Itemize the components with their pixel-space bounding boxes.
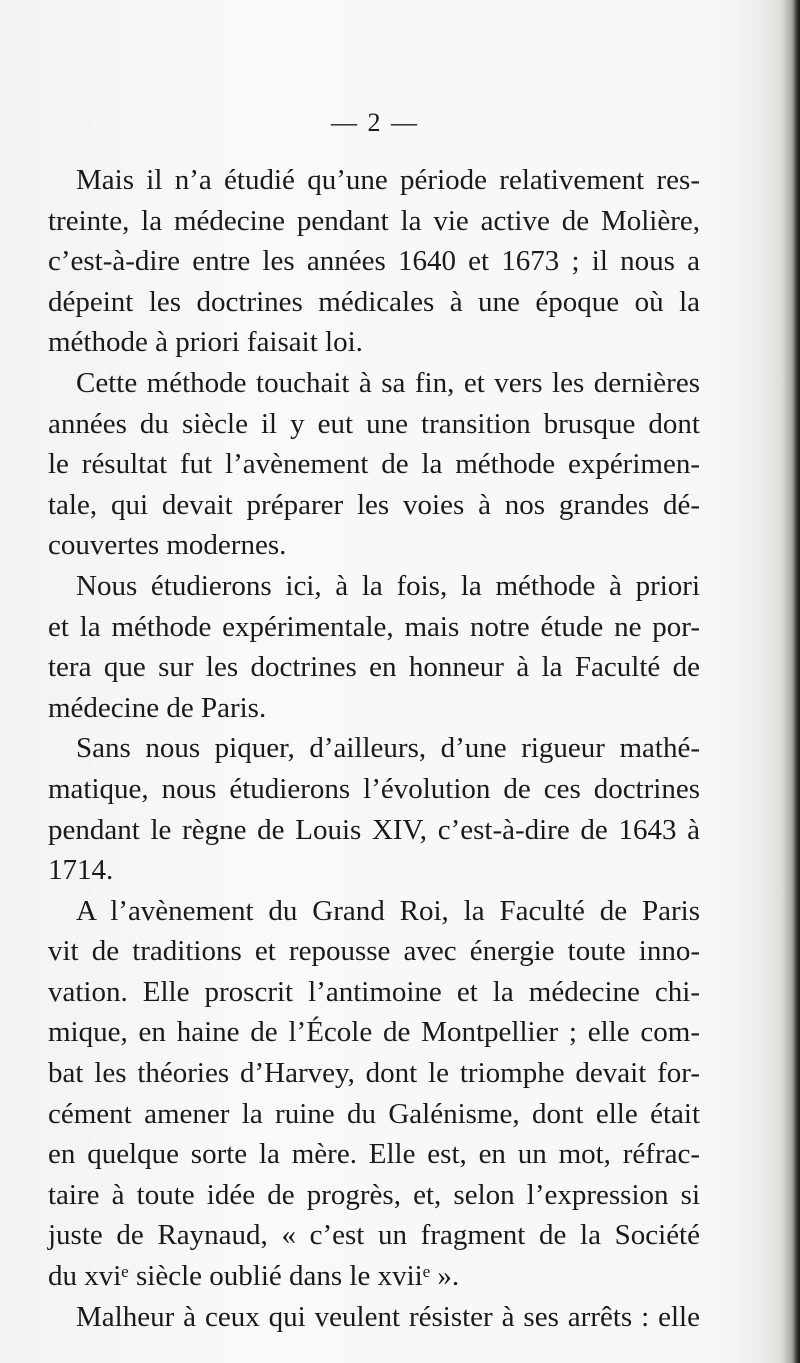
text-line: Mais il n’a étudié qu’une période relativement res- bbox=[76, 164, 700, 196]
text-line: treinte, la médecine pendant la vie active de Molière, bbox=[48, 204, 700, 237]
text-line: 1714. bbox=[48, 854, 114, 887]
text-line: Nous étudierons ici, à la fois, la méthode à priori bbox=[76, 569, 700, 602]
text-line: couvertes modernes. bbox=[48, 529, 287, 562]
text-line: Malheur à ceux qui veulent résister à ses arrêts : elle bbox=[76, 1300, 700, 1333]
text-line: juste de Raynaud, « c’est un fragment de la Société bbox=[48, 1219, 700, 1252]
text-line: cément amener la ruine du Galénisme, dont elle était bbox=[48, 1097, 700, 1130]
text-line: médecine de Paris. bbox=[48, 691, 267, 724]
text-line: et la méthode expérimentale, mais notre étude ne por- bbox=[48, 610, 700, 643]
text-line: A l’avènement du Grand Roi, la Faculté de Paris bbox=[76, 894, 700, 927]
body-text bbox=[48, 160, 700, 1337]
text-line: bat les théories d’Harvey, dont le triomphe devait for- bbox=[48, 1057, 700, 1090]
text-line: Sans nous piquer, d’ailleurs, d’une rigueur mathé- bbox=[76, 732, 700, 765]
text-line: tale, qui devait préparer les voies à nos grandes dé- bbox=[48, 488, 700, 521]
text-line: années du siècle il y eut une transition brusque dont bbox=[48, 407, 700, 440]
text-line: Cette méthode touchait à sa fin, et vers les dernières bbox=[76, 366, 700, 399]
page-binding-shadow bbox=[760, 0, 800, 1363]
text-line: c’est-à-dire entre les années 1640 et 1673 ; il nous a bbox=[48, 245, 700, 278]
text-line: le résultat fut l’avènement de la méthode expérimen- bbox=[48, 448, 700, 481]
text-line: taire à toute idée de progrès, et, selon l’expression si bbox=[48, 1178, 700, 1211]
text-line: tera que sur les doctrines en honneur à la Faculté de bbox=[48, 651, 700, 684]
page-number: — 2 — bbox=[331, 108, 419, 137]
text-line: en quelque sorte la mère. Elle est, en un mot, réfrac- bbox=[48, 1138, 700, 1171]
text-line: vit de traditions et repousse avec énergie toute inno- bbox=[48, 935, 700, 968]
text-line: du xviᵉ siècle oublié dans le xviiᵉ ». bbox=[48, 1260, 460, 1293]
text-line: dépeint les doctrines médicales à une époque où la bbox=[48, 285, 700, 318]
text-line: pendant le règne de Louis XIV, c’est-à-dire de 1643 à bbox=[48, 813, 700, 846]
text-line: matique, nous étudierons l’évolution de ces doctrines bbox=[48, 772, 700, 805]
text-line: mique, en haine de l’École de Montpellier ; elle com- bbox=[48, 1016, 700, 1049]
text-line: méthode à priori faisait loi. bbox=[48, 326, 363, 359]
text-line: vation. Elle proscrit l’antimoine et la médecine chi- bbox=[48, 975, 700, 1008]
